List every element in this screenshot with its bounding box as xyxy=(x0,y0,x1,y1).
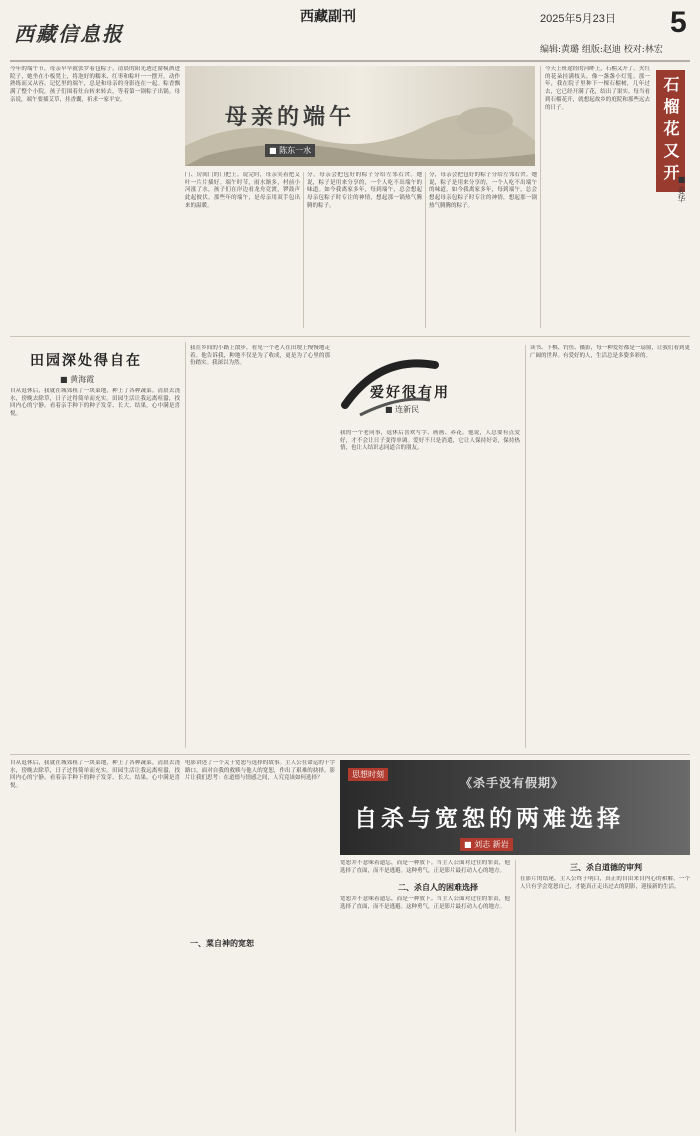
article-title: 石榴花又开 xyxy=(656,70,685,192)
article-title: 田园深处得自在 xyxy=(30,353,142,369)
article-text: 宽恕并不意味着遗忘，而是一种放下。当主人公面对过往的罪责，他选择了直面，而不是逃避。这种勇气，正是影片最打动人心的地方。 xyxy=(340,860,510,874)
subsection-heading: 三、杀自道德的审判 xyxy=(570,862,642,872)
issue-date: 2025年5月23日 xyxy=(540,13,616,25)
article-text: 宽恕并不意味着遗忘，而是一种放下。当主人公面对过往的罪责，他选择了直面，而不是逃避。这种勇气，正是影片最打动人心的地方。 xyxy=(340,896,510,910)
article-text: 读书、下棋、钓鱼、摄影，每一种爱好都是一扇窗，让我们看到更广阔的世界。有爱好的人，生活总是多姿多彩的。 xyxy=(530,345,690,359)
page-number: 5 xyxy=(670,6,687,39)
article-text: 分，母亲会把包好的粽子分给左邻右舍。她说，粽子是用来分享的，一个人吃不出端午的味道。如今我离家多年，每到端午，总会想起母亲包粽子时专注的神情，想起那一锅热气腾腾的粽子。 xyxy=(307,172,422,209)
editor-credits: 编辑:黄璐 组版:赵迪 校对:林宏 xyxy=(540,45,663,55)
newspaper-logo: 西藏信息报 xyxy=(14,22,124,46)
article-banner-image xyxy=(185,66,535,166)
masthead xyxy=(0,0,700,62)
article-author: ■ 连新民 xyxy=(385,405,420,414)
article-author: ■ 刘志 新岩 xyxy=(460,838,513,851)
article-text: 分，母亲会把包好的粽子分给左邻右舍。她说，粽子是用来分享的，一个人吃不出端午的味道。如今我离家多年，每到端午，总会想起母亲包粽子时专注的神情，想起那一锅热气腾腾的粽子。 xyxy=(429,172,537,209)
article-text: 今天上班途经的河畔上，石榴又开了。火红的花朵挂满枝头，像一盏盏小灯笼。那一年，我在院子里种下一棵石榴树，几年过去，它已经开满了花，结出了果实。每当看到石榴花开，就想起故乡的庭院和那些远去的日子。 xyxy=(545,66,650,111)
section-name: 西藏副刊 xyxy=(300,9,356,25)
subsection-heading: 一、菜自神的宽恕 xyxy=(190,938,254,948)
subsection-heading: 二、杀自人的困难选择 xyxy=(398,882,478,892)
column-divider xyxy=(540,66,541,328)
header-rule xyxy=(10,60,690,62)
article-author: ■ 陈东一水 xyxy=(265,144,315,157)
article-text: 在影片的结尾，主人公终于明白，真正的自由来自内心的和解。一个人只有学会宽恕自己，才能真正走出过去的阴影，迎接新的生活。 xyxy=(520,876,690,890)
article-text: 门、房间门的门把上。说完时，母亲笑着把艾叶一片片插好。端午时节，雨水渐多，村前小河涨了水，孩子们在岸边看龙舟竞渡，锣鼓声此起彼伏。那些年的端午，是母亲用双手包出来的温暖。 xyxy=(185,172,300,209)
section-divider xyxy=(10,336,690,337)
article-title: 爱好很有用 xyxy=(370,385,450,401)
article-kicker: 《杀手没有假期》 xyxy=(460,776,565,790)
article-author: ■ 黄海霞 xyxy=(60,375,95,384)
article-text: 我的一个老同事，退休后喜欢写字、画画、养花。他说，人总要有点爱好，才不会让日子变得单调。爱好不只是消遣，它让人保持好奇，保持热情，也让人结识志同道合的朋友。 xyxy=(340,430,520,452)
section-divider xyxy=(10,754,690,755)
column-divider xyxy=(303,172,304,328)
column-divider xyxy=(185,342,186,748)
column-divider xyxy=(525,345,526,748)
article-text: 自从退休后，我就在城郊租了一块菜地，种上了各种蔬菜。清晨去浇水，傍晚去除草，日子过得简单而充实。田园生活让我远离喧嚣，找回内心的宁静。看着亲手种下的种子发芽、长大、结果，心中满是喜悦。 xyxy=(10,760,180,790)
article-text: 今年的端午节，母亲早早就张罗着包粽子。清晨的阳光透过窗棂洒进院子，她坐在小板凳上，将泡好的糯米、红枣和粽叶一一摆开，动作熟练而又从容。记忆里的端午，总是和母亲的身影连在一起。粽香飘满了整个小院，孩子们围着灶台转来转去，等着第一锅粽子出锅。母亲说，端午要插艾草、挂香囊，祈求一家平安。 xyxy=(10,66,180,103)
column-tag: 思想时刻 xyxy=(348,768,388,781)
article-title: 自杀与宽恕的两难选择 xyxy=(354,805,624,832)
article-text: 电影讲述了一个关于宽恕与选择的故事。主人公在命运的十字路口，面对自我的救赎与他人的宽恕，作出了艰难的抉择。影片让我们思考：在道德与情感之间，人究竟该如何选择？ xyxy=(185,760,335,782)
article-text: 自从退休后，我就在城郊租了一块菜地，种上了各种蔬菜。清晨去浇水，傍晚去除草，日子过得简单而充实。田园生活让我远离喧嚣，找回内心的宁静。看着亲手种下的种子发芽、长大、结果，心中满是喜悦。 xyxy=(10,388,180,418)
article-banner-image xyxy=(340,760,690,855)
column-divider xyxy=(425,172,426,328)
article-title: 母亲的端午 xyxy=(225,104,356,130)
column-divider xyxy=(515,860,516,1132)
article-author: ■ 姜华 xyxy=(677,175,686,203)
article-text: 我在乡间的小路上散步，看见一个老人在田埂上慢慢地走着。他告诉我，种地不仅是为了收成，更是为了心里的那份踏实。我深以为然。 xyxy=(190,345,330,367)
